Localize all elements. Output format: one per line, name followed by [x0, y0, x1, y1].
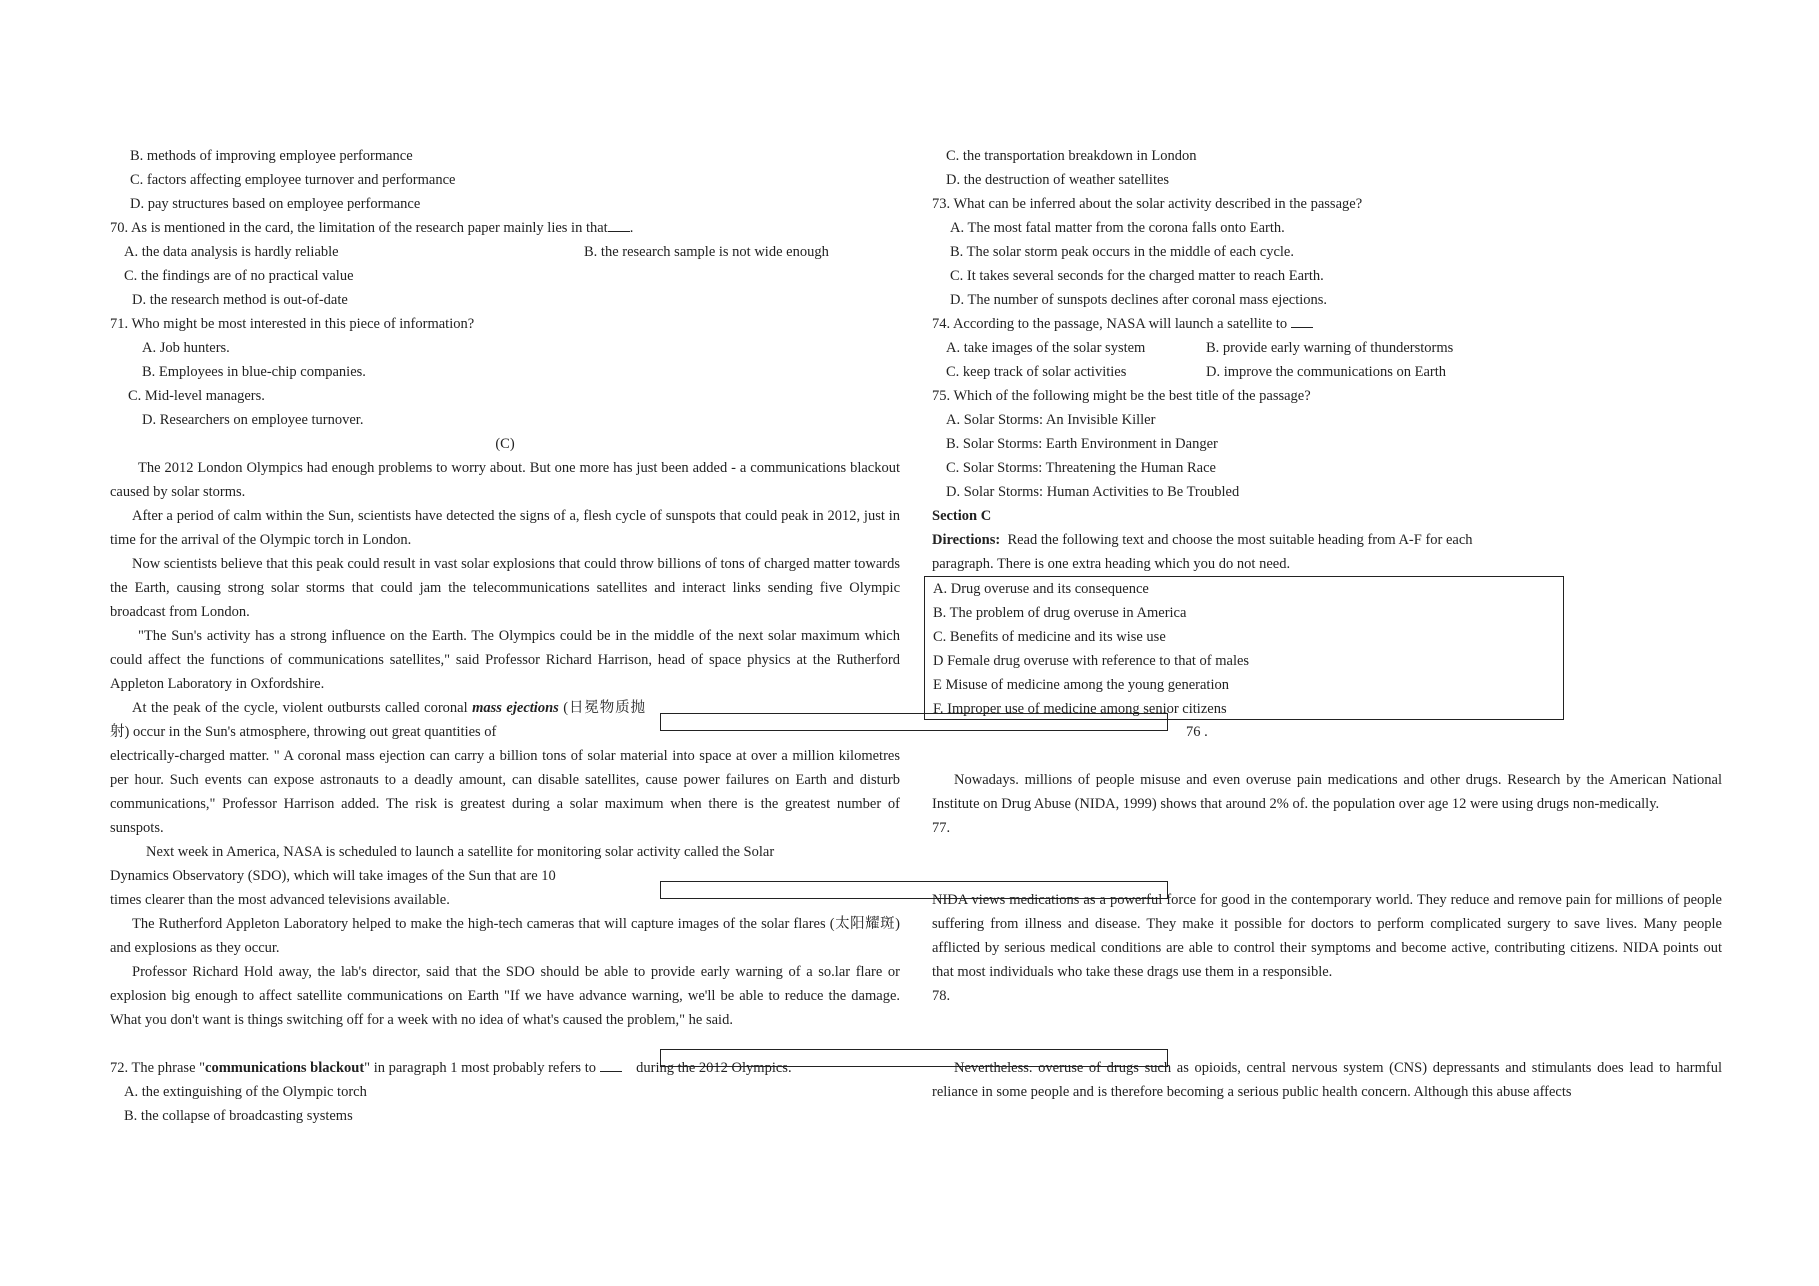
answer-blank[interactable]: [600, 1057, 622, 1072]
passage-paragraph-6-line1: Next week in America, NASA is scheduled to launch a satellite for monitoring solar activity called the Solar: [146, 844, 775, 860]
q75-option-d: D. Solar Storms: Human Activities to Be Troubled: [946, 484, 1240, 500]
passage-paragraph-5-start: At the peak of the cycle, violent outbursts called coronal mass ejections (日冕物质抛射) occur in the Sun's atmosphere, throwing out great quantities of: [110, 700, 645, 740]
passage-paragraph-5-rest: electrically-charged matter. " A coronal mass ejection can carry a billion tons of solar material into space at over a million kilometres per hour. Such events can expose astronauts to a deadly amount, can disable satellites, cause power failures on Earth and disturb communications," Professor Harrison added. The risk is greatest during a solar maximum when there is the greatest number of sunspots.: [110, 748, 900, 836]
q73-option-d: D. The number of sunspots declines after coronal mass ejections.: [950, 292, 1328, 308]
directions-line2: paragraph. There is one extra heading which you do not need.: [932, 556, 1291, 572]
passage-paragraph-7: The Rutherford Appleton Laboratory helped to make the high-tech cameras that will capture images of the solar flares (太阳耀斑) and explosions as they occur.: [110, 916, 900, 956]
passage-paragraph-3: Now scientists believe that this peak could result in vast solar explosions that could throw billions of tons of charged matter towards the Earth, causing strong solar storms that could jam the telecommunications satellites and interact links sending five Olympic broadcast from London.: [110, 556, 900, 620]
q75-option-b: B. Solar Storms: Earth Environment in Danger: [946, 436, 1218, 452]
heading-option-a: A. Drug overuse and its consequence: [933, 581, 1149, 597]
q74-options-row1: [932, 336, 1722, 360]
q73-option-c: C. It takes several seconds for the charged matter to reach Earth.: [950, 268, 1324, 284]
q72-option-c: C. the transportation breakdown in London: [946, 148, 1197, 164]
passage-paragraph-1: The 2012 London Olympics had enough problems to worry about. But one more has just been added - a communications blackout caused by solar storms.: [110, 460, 900, 500]
q70-option-c: C. the findings are of no practical value: [124, 268, 354, 284]
answer-blank[interactable]: [1291, 313, 1313, 328]
passage-paragraph-2: After a period of calm within the Sun, scientists have detected the signs of a, flesh cycle of sunspots that could peak in 2012, just in time for the arrival of the Olympic torch in London.: [110, 508, 900, 548]
paragraph-76: Nowadays. millions of people misuse and even overuse pain medications and other drugs. Research by the American National Institute on Drug Abuse (NIDA, 1999) shows that around 2% of. the population over age 12 were using drugs non-medically.: [932, 772, 1722, 812]
q72-option-a: A. the extinguishing of the Olympic torch: [124, 1084, 367, 1100]
right-column: [932, 144, 1722, 1104]
q70-stem: 70. As is mentioned in the card, the limitation of the research paper mainly lies in that .: [110, 216, 900, 240]
q74-option-c: C. keep track of solar activities: [946, 364, 1127, 380]
q73-option-a: A. The most fatal matter from the corona falls onto Earth.: [950, 220, 1285, 236]
q69-option-d: D. pay structures based on employee performance: [130, 196, 421, 212]
q74-options-row2: [932, 360, 1722, 384]
directions-line1: Directions: Read the following text and choose the most suitable heading from A-F for each: [932, 532, 1473, 548]
question-number-78: 78.: [932, 988, 951, 1004]
q74-option-a: A. take images of the solar system: [946, 340, 1146, 356]
q70-options-row1: [110, 240, 900, 264]
left-column: [110, 144, 900, 1128]
passage-paragraph-6-line3: times clearer than the most advanced televisions available.: [110, 892, 450, 908]
passage-label: (C): [495, 436, 515, 452]
q71-option-b: B. Employees in blue-chip companies.: [142, 364, 366, 380]
passage-paragraph-6-line2: Dynamics Observatory (SDO), which will take images of the Sun that are 10: [110, 868, 556, 884]
question-number-76: 76 .: [1186, 724, 1208, 740]
heading-option-c: C. Benefits of medicine and its wise use: [933, 629, 1166, 645]
section-heading: Section C: [932, 508, 992, 524]
q71-stem: 71. Who might be most interested in this piece of information?: [110, 316, 475, 332]
q72-stem: 72. The phrase "communications blackout" in paragraph 1 most probably refers to during the 2012 Olympics.: [110, 1056, 900, 1080]
q75-stem: 75. Which of the following might be the best title of the passage?: [932, 388, 1311, 404]
q70-option-a: A. the data analysis is hardly reliable: [124, 244, 339, 260]
question-number-77: 77.: [932, 820, 951, 836]
q69-option-c: C. factors affecting employee turnover and performance: [130, 172, 456, 188]
q69-option-b: B. methods of improving employee performance: [130, 148, 413, 164]
q73-stem: 73. What can be inferred about the solar activity described in the passage?: [932, 196, 1363, 212]
q72-option-d: D. the destruction of weather satellites: [946, 172, 1170, 188]
q73-option-b: B. The solar storm peak occurs in the middle of each cycle.: [950, 244, 1294, 260]
q71-option-c: C. Mid-level managers.: [128, 388, 265, 404]
q71-option-d: D. Researchers on employee turnover.: [142, 412, 364, 428]
paragraph-78: Nevertheless. overuse of drugs such as opioids, central nervous system (CNS) depressants and stimulants does lead to harmful reliance in some people and is therefore becoming a serious public health concern. Although this abuse affects: [932, 1060, 1722, 1100]
headings-box: [924, 576, 1564, 720]
answer-blank[interactable]: [608, 217, 630, 232]
q70-option-d: D. the research method is out-of-date: [132, 292, 348, 308]
q75-option-c: C. Solar Storms: Threatening the Human Race: [946, 460, 1216, 476]
q74-option-b: B. provide early warning of thunderstorms: [1206, 340, 1454, 356]
q70-option-b: B. the research sample is not wide enough: [584, 244, 829, 260]
heading-option-e: E Misuse of medicine among the young generation: [933, 677, 1229, 693]
passage-paragraph-4: "The Sun's activity has a strong influence on the Earth. The Olympics could be in the middle of the next solar maximum which could affect the functions of communications satellites," said Professor Richard Harrison, head of space physics at the Rutherford Appleton Laboratory in Oxfordshire.: [110, 628, 900, 692]
heading-option-f: F. Improper use of medicine among senior citizens: [933, 701, 1227, 717]
passage-paragraph-8: Professor Richard Hold away, the lab's director, said that the SDO should be able to provide early warning of a so.lar flare or explosion big enough to affect satellite communications on Earth "If we have advance warning, we'll be able to reduce the damage. What you don't want is things switching off for a week with no idea of what's caused the problem," he said.: [110, 964, 900, 1028]
q72-option-b: B. the collapse of broadcasting systems: [124, 1108, 353, 1124]
q74-stem: 74. According to the passage, NASA will launch a satellite to: [932, 312, 1722, 336]
answer-box-78[interactable]: [660, 1049, 1168, 1067]
q75-option-a: A. Solar Storms: An Invisible Killer: [946, 412, 1156, 428]
q71-option-a: A. Job hunters.: [142, 340, 230, 356]
answer-box-77[interactable]: [660, 881, 1168, 899]
heading-option-d: D Female drug overuse with reference to that of males: [933, 653, 1250, 669]
q74-option-d: D. improve the communications on Earth: [1206, 364, 1447, 380]
paragraph-77: NIDA views medications as a powerful force for good in the contemporary world. They reduce and remove pain for millions of people suffering from illness and disease. They make it possible for doctors to perform complicated surgery to save lives. Many people afflicted by serious medical conditions are able to control their symptoms and become active, contributing citizens. NIDA points out that most individuals who take these drags use them in a responsible.: [932, 892, 1722, 980]
answer-box-76[interactable]: [660, 713, 1168, 731]
heading-option-b: B. The problem of drug overuse in America: [933, 605, 1187, 621]
